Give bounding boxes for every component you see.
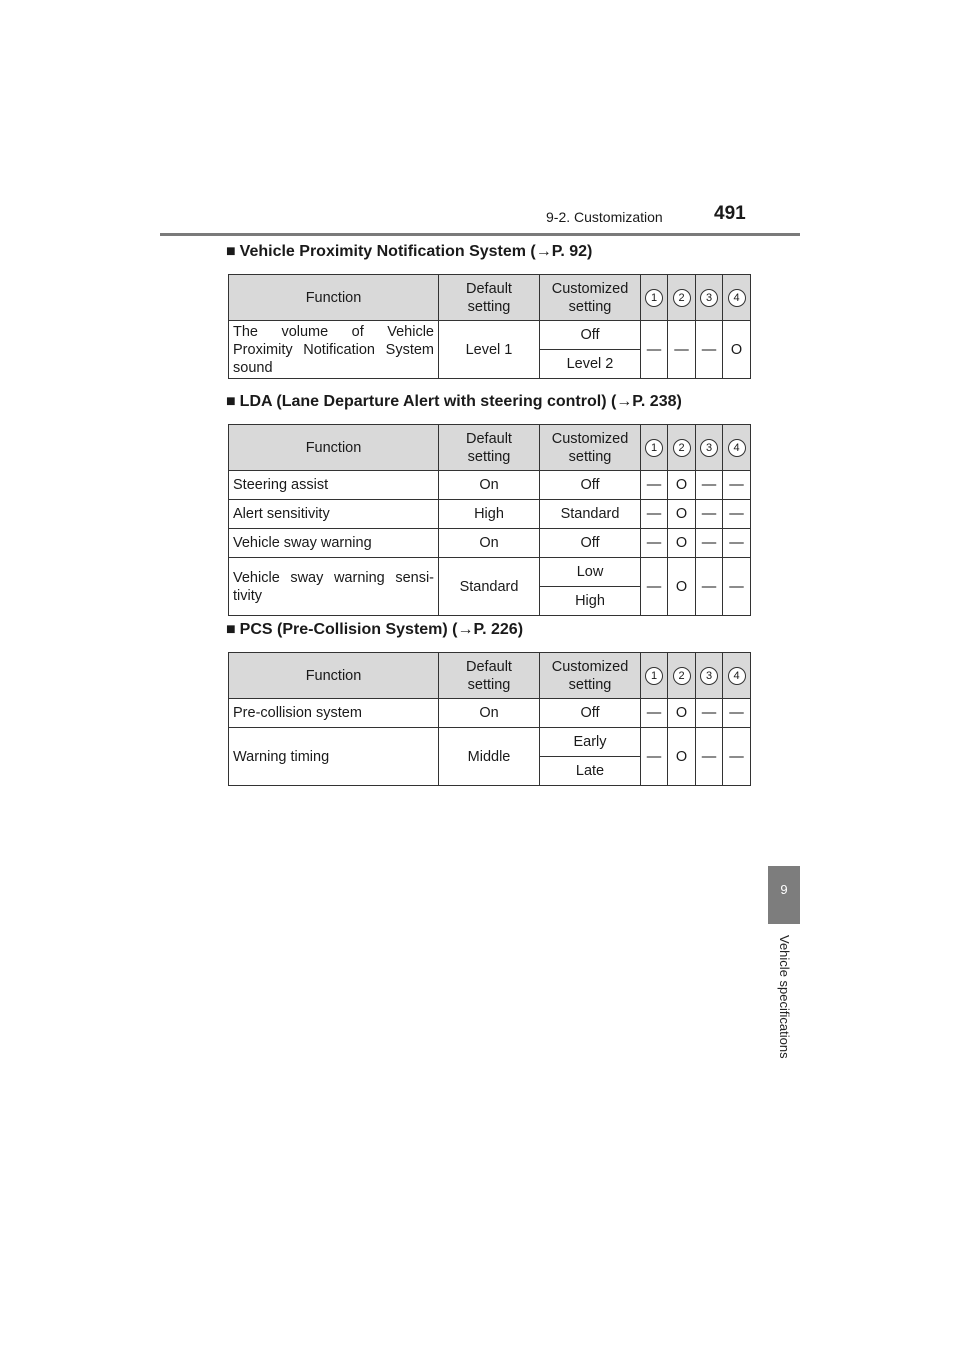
customized-cell: Low <box>540 558 641 587</box>
mark-cell: — <box>696 321 723 379</box>
setting-3-header: 3 <box>696 425 723 471</box>
default-cell: On <box>439 699 540 728</box>
lda-table <box>228 424 751 616</box>
page-number: 491 <box>714 203 746 224</box>
customized-cell: High <box>540 587 641 616</box>
default-cell: On <box>439 471 540 500</box>
setting-3-header: 3 <box>696 653 723 699</box>
mark-cell: — <box>641 321 668 379</box>
function-cell: Vehicle sway warning sensi-tivity <box>229 558 439 616</box>
mark-cell: O <box>668 558 696 616</box>
mark-cell: O <box>668 728 696 786</box>
mark-cell: — <box>641 471 668 500</box>
setting-1-header: 1 <box>641 425 668 471</box>
mark-cell: — <box>696 471 723 500</box>
setting-3-header: 3 <box>696 275 723 321</box>
mark-cell: — <box>723 699 751 728</box>
setting-1-header: 1 <box>641 275 668 321</box>
function-cell: Pre-collision system <box>229 699 439 728</box>
mark-cell: — <box>723 471 751 500</box>
default-cell: Middle <box>439 728 540 786</box>
mark-cell: — <box>696 529 723 558</box>
default-cell: Standard <box>439 558 540 616</box>
mark-cell: O <box>668 699 696 728</box>
mark-cell: — <box>723 500 751 529</box>
chapter-number: 9 <box>780 882 788 897</box>
table-row <box>229 699 751 728</box>
customized-header: Customized setting <box>540 275 641 321</box>
chapter-label: Vehicle specifications <box>777 935 792 1059</box>
mark-cell: O <box>668 529 696 558</box>
pcs-table <box>228 652 751 786</box>
customized-cell: Early <box>540 728 641 757</box>
mark-cell: — <box>641 728 668 786</box>
mark-cell: — <box>723 529 751 558</box>
table-header-row <box>229 275 751 321</box>
mark-cell: — <box>641 500 668 529</box>
mark-cell: O <box>668 500 696 529</box>
customized-cell: Off <box>540 321 641 350</box>
square-bullet-icon: ■ <box>226 393 236 410</box>
function-cell: Vehicle sway warning <box>229 529 439 558</box>
customized-cell: Late <box>540 757 641 786</box>
table-row <box>229 500 751 529</box>
setting-4-header: 4 <box>723 653 751 699</box>
section-heading-lda: ■ LDA (Lane Departure Alert with steering control) (→P. 238) <box>226 393 682 410</box>
header-rule <box>160 233 800 236</box>
function-header: Function <box>229 425 439 471</box>
setting-2-header: 2 <box>668 653 696 699</box>
function-cell: Alert sensitivity <box>229 500 439 529</box>
default-header: Default setting <box>439 653 540 699</box>
mark-cell: — <box>723 558 751 616</box>
mark-cell: — <box>641 558 668 616</box>
function-cell: The volume of Vehicle Proximity Notification System sound <box>229 321 439 379</box>
customized-cell: Off <box>540 471 641 500</box>
mark-cell: O <box>668 471 696 500</box>
table-header-row <box>229 425 751 471</box>
mark-cell: — <box>641 529 668 558</box>
function-header: Function <box>229 275 439 321</box>
customized-cell: Off <box>540 529 641 558</box>
function-cell: Warning timing <box>229 728 439 786</box>
table-row <box>229 471 751 500</box>
setting-4-header: 4 <box>723 425 751 471</box>
mark-cell: — <box>641 699 668 728</box>
table-row <box>229 321 751 350</box>
chapter-tab[interactable] <box>768 866 800 924</box>
table-row <box>229 728 751 757</box>
mark-cell: — <box>696 728 723 786</box>
default-cell: Level 1 <box>439 321 540 379</box>
table-row <box>229 529 751 558</box>
section-heading-vpns: ■ Vehicle Proximity Notification System (→P. 92) <box>226 243 593 260</box>
section-title: 9-2. Customization <box>546 209 663 225</box>
mark-cell: — <box>723 728 751 786</box>
customized-cell: Off <box>540 699 641 728</box>
setting-2-header: 2 <box>668 275 696 321</box>
customized-header: Customized setting <box>540 653 641 699</box>
setting-4-header: 4 <box>723 275 751 321</box>
table-header-row <box>229 653 751 699</box>
table-row <box>229 558 751 587</box>
mark-cell: — <box>668 321 696 379</box>
vpns-table <box>228 274 751 379</box>
customized-header: Customized setting <box>540 425 641 471</box>
function-cell: Steering assist <box>229 471 439 500</box>
default-header: Default setting <box>439 275 540 321</box>
square-bullet-icon: ■ <box>226 243 236 260</box>
default-cell: On <box>439 529 540 558</box>
mark-cell: — <box>696 500 723 529</box>
function-header: Function <box>229 653 439 699</box>
mark-cell: — <box>696 558 723 616</box>
setting-1-header: 1 <box>641 653 668 699</box>
mark-cell: — <box>696 699 723 728</box>
customized-cell: Standard <box>540 500 641 529</box>
customized-cell: Level 2 <box>540 350 641 379</box>
square-bullet-icon: ■ <box>226 621 236 638</box>
setting-2-header: 2 <box>668 425 696 471</box>
default-header: Default setting <box>439 425 540 471</box>
section-heading-pcs: ■ PCS (Pre-Collision System) (→P. 226) <box>226 621 524 638</box>
default-cell: High <box>439 500 540 529</box>
mark-cell: O <box>723 321 751 379</box>
